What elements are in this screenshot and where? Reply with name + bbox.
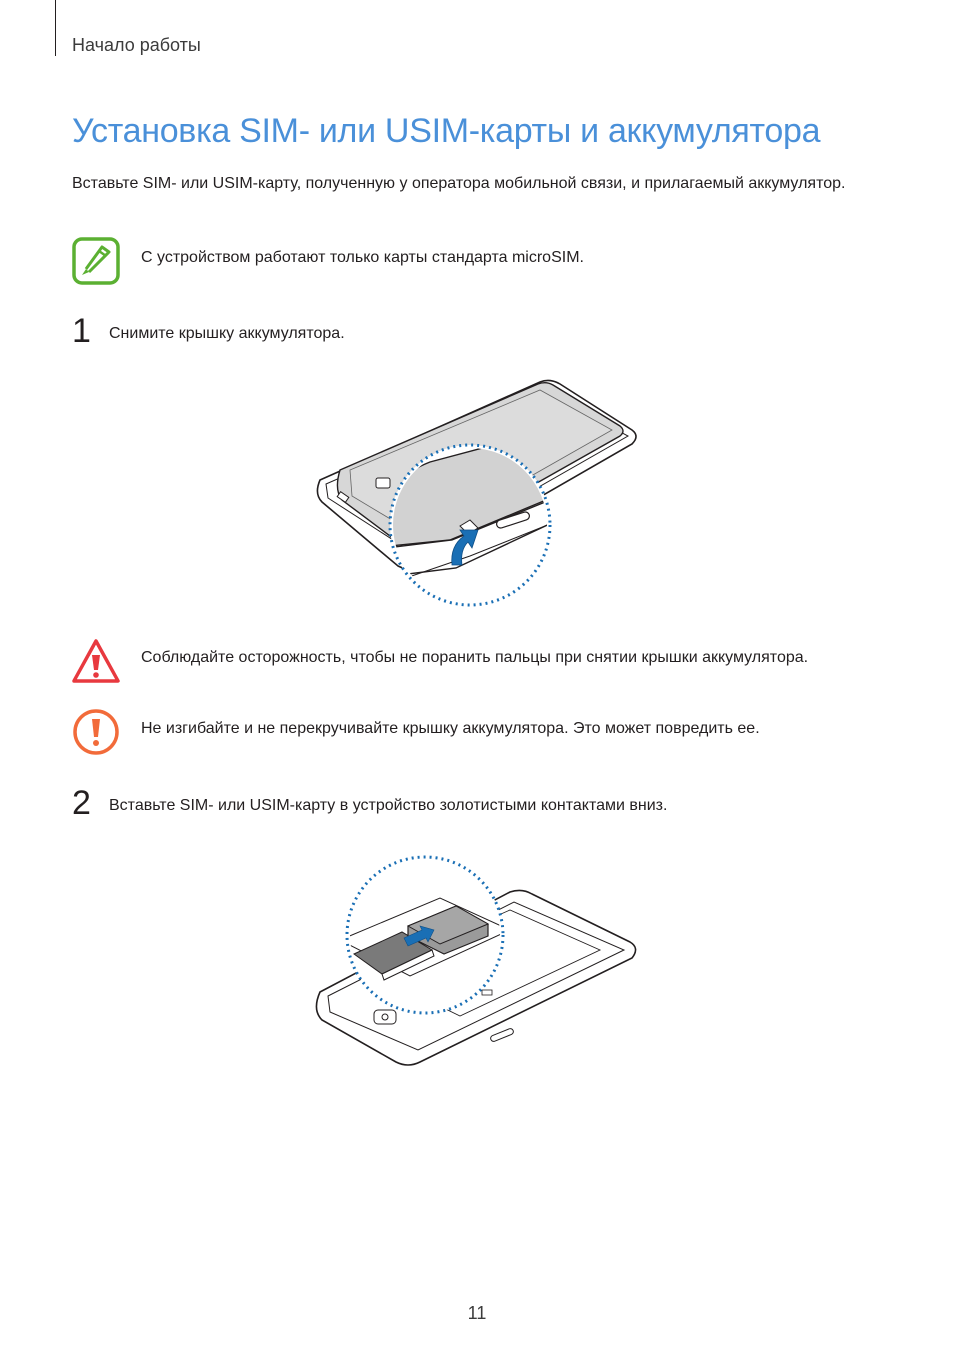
warning-row-2 bbox=[72, 708, 892, 756]
remove-cover-illustration bbox=[310, 370, 650, 615]
step-text: Вставьте SIM- или USIM-карту в устройство золотистыми контактами вниз. bbox=[109, 797, 668, 814]
intro-paragraph: Вставьте SIM- или USIM-карту, полученную у оператора мобильной связи, и прилагаемый аккумулятор. bbox=[72, 175, 846, 192]
warning-text: Не изгибайте и не перекручивайте крышку аккумулятора. Это может повредить ее. bbox=[141, 720, 760, 737]
page-title: Установка SIM- или USIM-карты и аккумулятора bbox=[72, 112, 821, 150]
step-text: Снимите крышку аккумулятора. bbox=[109, 325, 345, 342]
warning-text: Соблюдайте осторожность, чтобы не поранить пальцы при снятии крышки аккумулятора. bbox=[141, 649, 809, 666]
step-2 bbox=[72, 784, 892, 830]
insert-sim-illustration bbox=[310, 850, 650, 1075]
step-number: 1 bbox=[72, 312, 91, 350]
step-1 bbox=[72, 312, 892, 358]
warning-triangle-icon bbox=[72, 637, 120, 685]
section-label: Начало работы bbox=[72, 35, 201, 55]
note-pencil-icon bbox=[72, 237, 120, 285]
caution-circle-icon bbox=[72, 708, 120, 756]
note-row bbox=[72, 237, 892, 285]
step-number: 2 bbox=[72, 784, 91, 822]
warning-row-1 bbox=[72, 637, 892, 685]
note-text: С устройством работают только карты стандарта microSIM. bbox=[141, 249, 584, 266]
page-number: 11 bbox=[467, 1303, 487, 1323]
header-rule bbox=[55, 0, 56, 56]
